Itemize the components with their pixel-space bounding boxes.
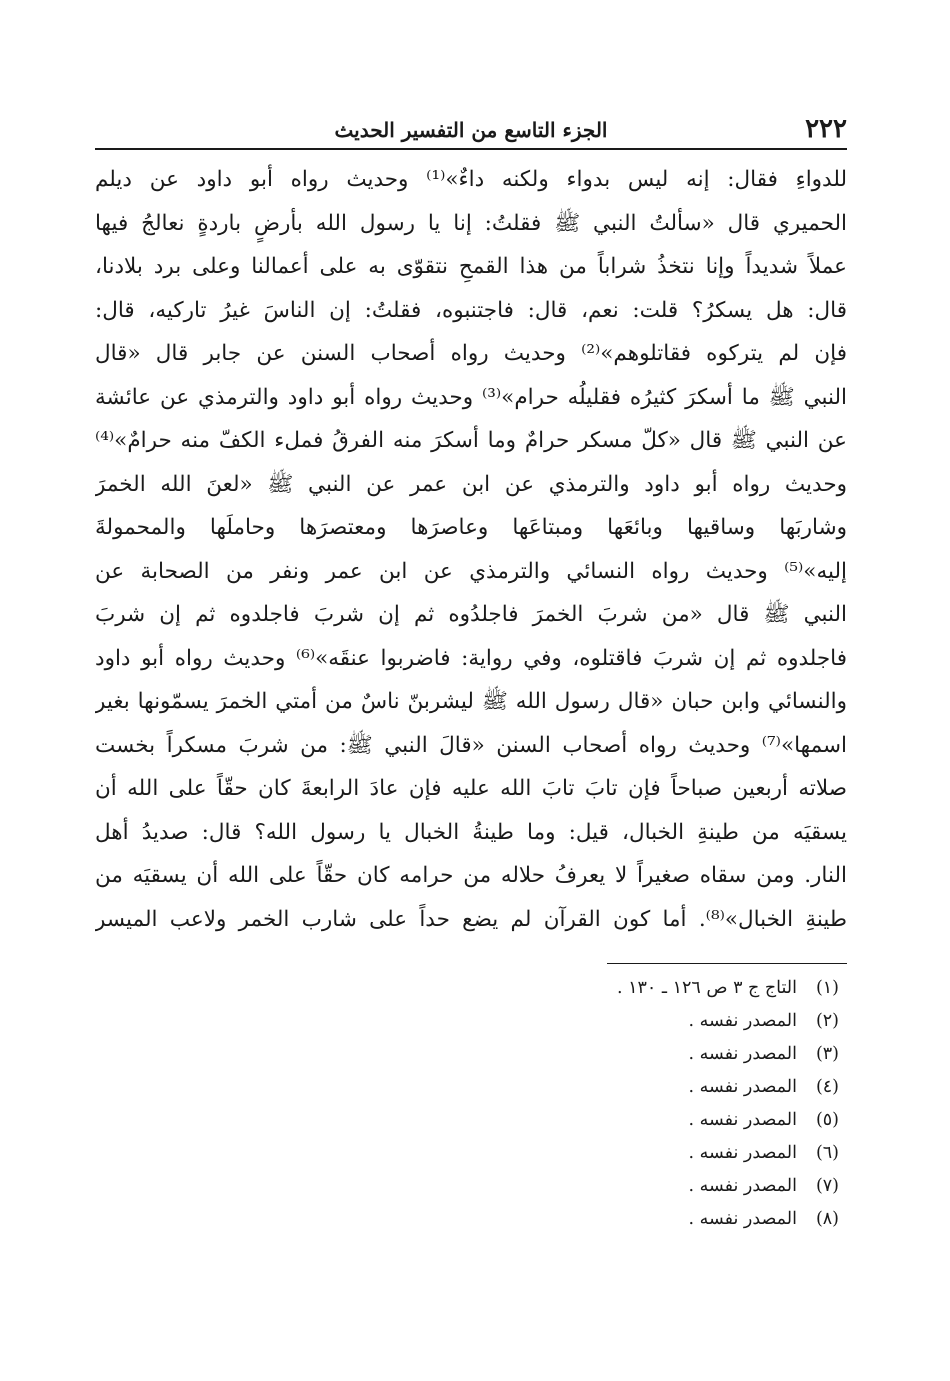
body-text [95,158,847,941]
body-line: عملاً شديداً وإنا نتخذُ شراباً من هذا القمحِ نتقوّى به على أعمالنا وعلى برد بلادنا، [95,254,847,279]
footnote-text: المصدر نفسه . [688,1143,797,1163]
body-line: الحميري قال «سألتُ النبي ﷺ فقلتُ: إنا يا رسول الله بأرضٍ باردةٍ نعالجُ فيها [95,210,847,236]
footnote-text: المصدر نفسه . [688,1209,797,1229]
running-title: الجزء التاسع من التفسير الحديث [334,118,608,142]
body-line: للدواءِ فقال: إنه ليس بدواء ولكنه داءٌ»⁽¹⁾ وحديث رواه أبو داود عن ديلم [95,167,847,192]
body-line: فاجلدوه ثم إن شربَ فاقتلوه، وفي رواية: فاضربوا عنقَه»⁽⁶⁾ وحديث رواه أبو داود [95,645,847,671]
footnote-number: (٣) [815,1044,839,1064]
body-line: وشاربَها وساقيها وبائعَها ومبتاعَها وعاصرَها ومعتصرَها وحاملَها والمحمولةَ [95,515,847,540]
footnote-number: (٧) [815,1176,839,1196]
footnote-number: (٥) [815,1110,839,1130]
footnote [95,972,839,1005]
footnote-text: التاج ج ٣ ص ١٢٦ ـ ١٣٠ . [616,978,797,998]
page-number: ٢٢٢ [805,114,847,144]
footnotes [95,972,847,1236]
footnote-text: المصدر نفسه . [688,1077,797,1097]
body-line: طينةِ الخبال»⁽⁸⁾. أما كون القرآن لم يضع حداً على شارب الخمر ولاعب الميسر [95,906,847,932]
footnote [95,1104,839,1137]
footnote [95,1071,839,1104]
footnote-number: (١) [815,978,839,998]
body-line: النبي ﷺ ما أسكرَ كثيرُه فقليلُه حرام»⁽³⁾ وحديث رواه أبو داود والترمذي عن عائشة [95,384,847,410]
book-page [95,110,847,1236]
footnote-text: المصدر نفسه . [688,1044,797,1064]
footnote-text: المصدر نفسه . [688,1011,797,1031]
footnote [95,1137,839,1170]
footnote [95,1170,839,1203]
footnote [95,1038,839,1071]
body-line: اسمها»⁽⁷⁾ وحديث رواه أصحاب السنن «قالَ النبي ﷺ: من شربَ مسكراً بخست [95,732,847,758]
footnote-number: (٢) [815,1011,839,1031]
footnote [95,1005,839,1038]
body-line: إليه»⁽⁵⁾ وحديث رواه النسائي والترمذي عن ابن عمر ونفر من الصحابة عن [95,558,847,584]
footnote-number: (٨) [815,1209,839,1229]
body-line: النار. ومن سقاه صغيراً لا يعرفُ حلاله من حرامه كان حقّاً على الله أن يسقيَه من [95,863,847,888]
body-line: قال: هل يسكرُ؟ قلت: نعم، قال: فاجتنبوه، فقلتُ: إن الناسَ غيرُ تاركيه، قال: [95,297,847,323]
footnote-number: (٤) [815,1077,839,1097]
footnote [95,1203,839,1236]
body-line: النبي ﷺ قال «من شربَ الخمرَ فاجلدُوه ثم إن شربَ فاجلدوه ثم إن شربَ [95,602,847,627]
body-line: وحديث رواه أبو داود والترمذي عن ابن عمر عن النبي ﷺ «لعنَ الله الخمرَ [95,471,847,497]
body-line: يسقيَه من طينةِ الخبال، قيل: وما طينةُ الخبال يا رسول الله؟ قال: صديدُ أهل [95,819,847,845]
body-line: والنسائي وابن حبان «قال رسول الله ﷺ ليشربنّ ناسٌ من أمتي الخمرَ يسمّونها بغير [95,689,847,714]
page-header [95,110,847,150]
footnote-number: (٦) [815,1143,839,1163]
body-line: عن النبي ﷺ قال «كلّ مسكر حرامٌ وما أسكرَ منه الفرقُ فملء الكفّ منه حرامٌ»⁽⁴⁾ [95,428,847,453]
footnote-separator [607,963,847,964]
body-line: فإن لم يتركوه فقاتلوهم»⁽²⁾ وحديث رواه أصحاب السنن عن جابر قال «قال [95,341,847,366]
footnote-text: المصدر نفسه . [688,1176,797,1196]
footnote-text: المصدر نفسه . [688,1110,797,1130]
body-line: صلاته أربعين صباحاً فإن تابَ تابَ الله عليه فإن عادَ الرابعةَ كان حقّاً على الله أن [95,776,847,801]
